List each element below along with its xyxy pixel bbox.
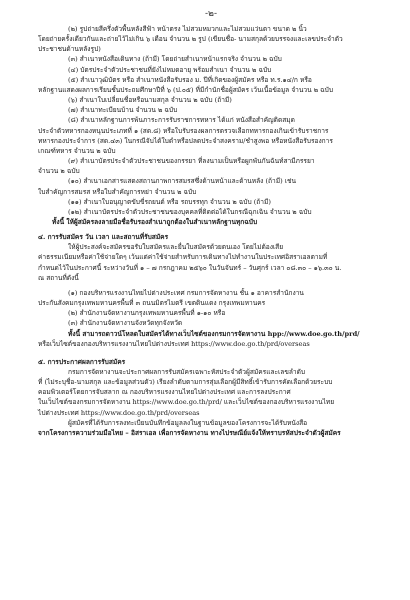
announcement-paragraph-cont: ไปต่างประเทศ https://www.doe.go.th/prd/overseas [38,408,200,417]
doc-item-8-cont: ทหารกองประจำการ (สด.๔๓) ในกรณีจับได้ใบดำหรือปลดประจำสงคราม/ชำสูงพอ หรือหนังสือรับรองการ [38,136,333,145]
doc-item-12: (๑๒) สำเนาบัตรประจำตัวประชาชนของบุคคลที่ติดต่อได้ในกรณีฉุกเฉิน จำนวน ๒ ฉบับ [68,207,312,216]
announcement-paragraph-cont: คอมพิวเตอร์โดยการจับสลาก ณ กองบริหารแรงงานไทยไปต่างประเทศ และการลงประกาศ [38,388,291,397]
doc-item-5-cont: หลักฐานแสดงผลการเรียนชั้นประถมศึกษาปีที่ ๖ (ป.๐๕) ที่มีกำนักชื่อผู้สมัคร เว้นเนื้อข้อมูล จำนวน ๒ ฉบับ [38,85,333,94]
doc-item-4: (๔) บัตรประจำตัวประชาชนที่ยังไม่หมดอายุ พร้อมสำเนา จำนวน ๒ ฉบับ [68,65,272,74]
download-note-cont: หรือเว็บไซต์ของกองบริหารแรงงานไทยไปต่างประเทศ https://www.doe.go.th/prd/overseas [38,339,310,348]
application-paragraph-cont: ณ สถานที่ดังนี้ [38,273,79,282]
application-paragraph: ให้ผู้ประสงค์จะสมัครขอรับใบสมัครและยื่นใบสมัครด้วยตนเอง โดยไม่ต้องเสีย [68,243,284,252]
location-3: (๓) สำนักงานจัดหางานจังหวัดทุกจังหวัด [68,319,183,328]
section-5-heading: ๕. การประกาศผลการรับสมัคร [38,357,126,366]
announcement-paragraph-cont: ที่ (ไม่ระบุชื่อ-นามสกุล และข้อมูลส่วนตัว) เรียงลำดับตามการสุ่มเลือกผู้มีสิทธิ์เข้ารับการคัดเลือกด้วยระบบ [38,378,333,387]
doc-item-11: (๑๑) สำเนาใบอนุญาตขับขี่รถยนต์ หรือ รถบรรทุก จำนวน ๒ ฉบับ (ถ้ามี) [68,197,271,206]
page-number: -๒- [204,9,217,19]
location-2: (๒) สำนักงานจัดหางานกรุงเทพมหานครพื้นที่ ๑-๑๐ หรือ [68,309,226,318]
download-note: ทั้งนี้ สามารถดาวน์โหลดใบสมัครได้ทางเว็บไซต์ของกรมการจัดหางาน hpp://www.doe.go.th/prd/ [68,329,360,338]
location-1: (๑) กองบริหารแรงงานไทยไปต่างประเทศ กรมการจัดหางาน ชั้น ๑ อาคารสำนักงาน [68,288,304,297]
announcement-paragraph: กรมการจัดหางานจะประกาศผลการรับสมัครเฉพาะหัสประจำตัวผู้สมัครและเลขลำดับ [68,368,306,376]
registration-paragraph: ผู้สมัครที่ได้รับการลงทะเบียนบันทึกข้อมูลลงในฐานข้อมูลของโครงการจะได้รับหนังสือ [68,418,308,427]
doc-item-2-cont: ประชาชนด้านหลังรูป) [38,45,101,54]
doc-item-10: (๑๐) สำเนาเอกสารแสดงสถานภาพการสมรสซึ่งด้านหน้าและด้านหลัง (ถ้ามี) เช่น [68,177,296,186]
location-1-cont: ประกันสังคมกรุงเทพมหานครพื้นที่ ๓ ถนนมิตรไมตรี เขตดินแดง กรุงเทพมหานคร [38,299,266,308]
announcement-paragraph-cont: ในเว็บไซต์ของกรมการจัดหางาน https://www.doe.go.th/prd/ และเว็บไซต์ของกองบริหารแรงงานไทย [38,398,335,407]
doc-item-8-cont: ประจำตัวทหารกองหนุนประเภทที่ ๑ (สด.๘) หรือใบรับรองผลการตรวจเลือกทหารกองเกินเข้ารับราชการ [38,126,329,135]
section-4-application [38,232,384,349]
section-4-heading: ๔. การรับสมัคร วัน เวลา และสถานที่รับสมัคร [38,233,169,242]
registration-paragraph-cont: จากโครงการความร่วมมือไทย – อิสราเอล เพื่อการจัดหางาน ทางไปรษณีย์แจ้งให้ทราบรหัสประจำตัวผู้สมัคร [38,428,341,437]
doc-item-7: (๗) สำเนาทะเบียนบ้าน จำนวน ๒ ฉบับ [68,106,178,115]
doc-item-3: (๓) สำเนาหนังสือเดินทาง (ถ้ามี) โดยถ่ายสำเนาหน้าแรกจริง จำนวน ๒ ฉบับ [68,55,282,64]
doc-item-2: (๒) รูปถ่ายสีครึ่งตัวพื้นหลังสีฟ้า หน้าตรง ไม่สวมหมวกและไม่สวมแว่นตา ขนาด ๒ นิ้ว [68,25,307,33]
certify-note: ทั้งนี้ ให้ผู้สมัครลงลายมือชื่อรับรองสำเนาถูกต้องในสำเนาหลักฐานทุกฉบับ [52,217,258,226]
application-paragraph-cont: กำหนดไว้ในประกาศนี้ ระหว่างวันที่ ๑ – ๗ กรกฎาคม ๒๕๖๐ ในวันจันทร์ – วันศุกร์ เวลา ๐๘.๓๐ – ๑๖.๓๐ น. [38,263,342,272]
doc-item-10-cont: ใบสำคัญการสมรส หรือใบสำคัญการหย่า จำนวน ๒ ฉบับ [38,187,197,196]
doc-item-6: (๖) สำเนาใบเปลี่ยนชื่อหรือนามสกุล จำนวน ๒ ฉบับ (ถ้ามี) [68,96,232,105]
doc-item-9-cont: จำนวน ๒ ฉบับ [38,167,80,176]
doc-item-5: (๕) สำเนาวุฒิบัตร หรือ สำเนาหนังสือรับรอง ม. ปีที่เกิดของผู้สมัคร หรือ ท.ร.๑๔/ก หรือ [68,75,312,84]
doc-item-8: (๘) สำเนาหลักฐานการพ้นภาระการรับราชการทหาร ได้แก่ หนังสือสำคัญติดสมุด [68,116,295,125]
application-paragraph-cont: ค่าธรรมเนียมหรือค่าใช้จ่ายใดๆ เว้นแต่ค่าใช้จ่ายสำหรับการเดินทางไปทำงานในประเทศอิสราเอลตามที่ [38,253,328,262]
section-5-announcement [38,357,384,438]
section-3-documents [38,24,384,227]
doc-item-8-cont: เกณฑ์ทหาร จำนวน ๒ ฉบับ [38,146,116,155]
doc-item-2-cont: โดยถ่ายครั้งเดียวกันและถ่ายไว้ไม่เกิน ๖ เดือน จำนวน ๒ รูป (เขียนชื่อ- นามสกุลด้วยบรรจงและเลขประจำตัว [38,35,343,44]
doc-item-9: (๙) สำเนาบัตรประจำตัวประชาชนของกรรยา ที่ลงนามเป็นหรือผูกพันกันฉันท์สามีภรรยา [68,157,315,166]
